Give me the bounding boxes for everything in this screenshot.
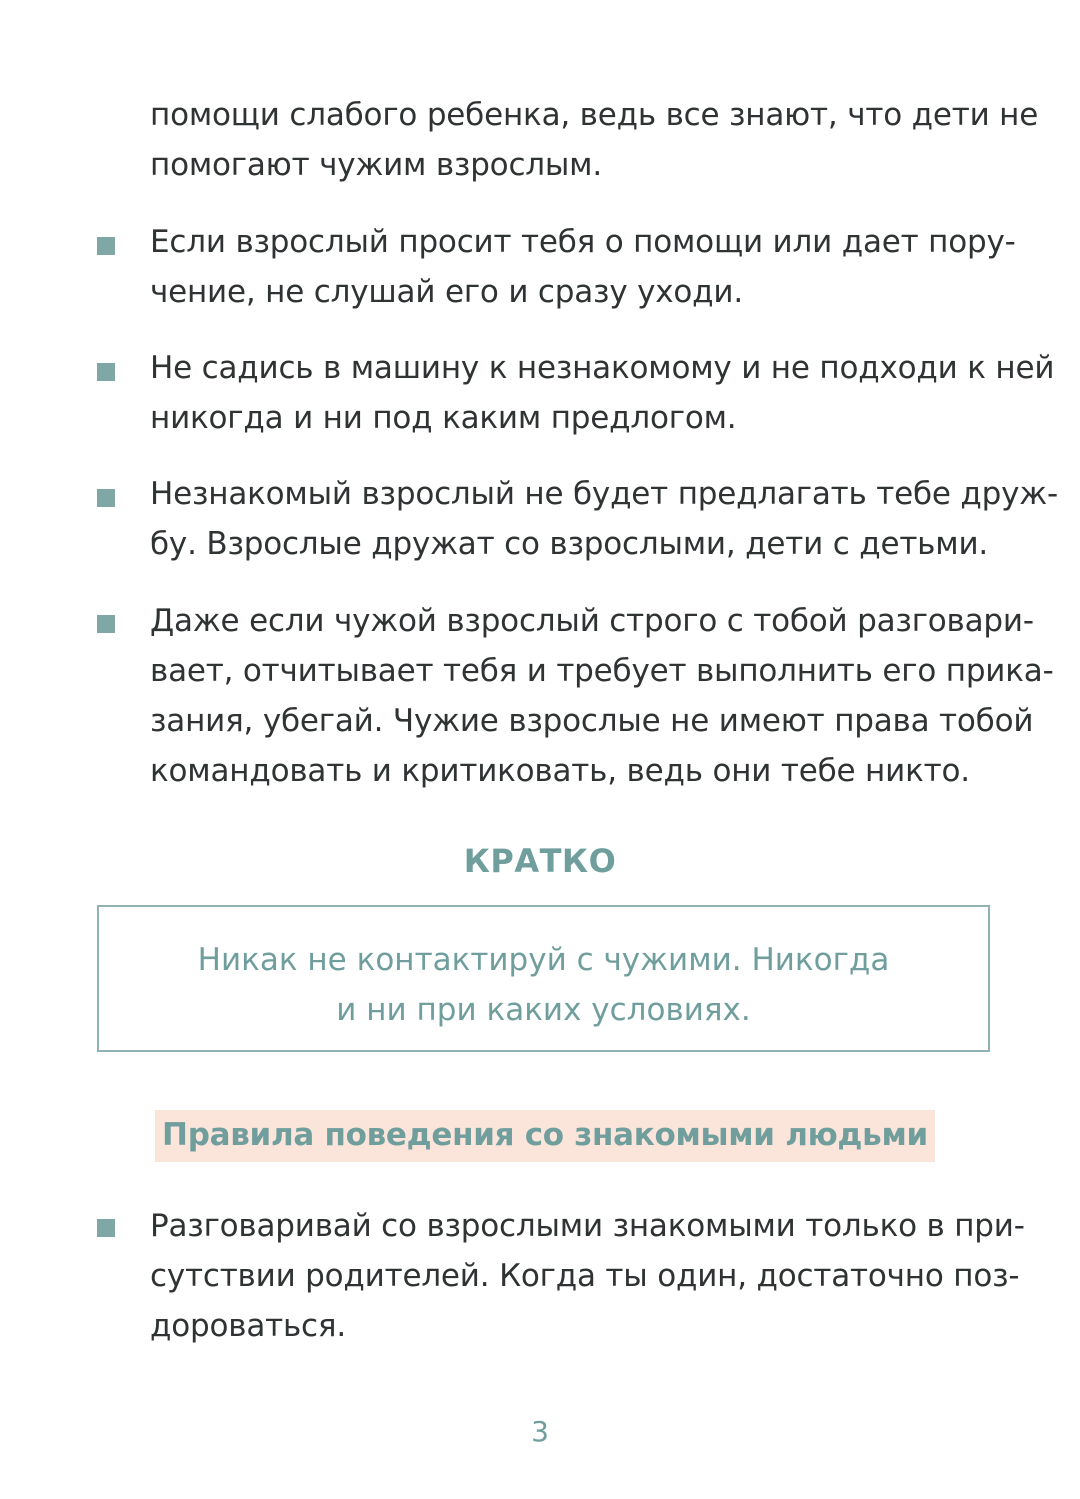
paragraph-line: зания, убегай. Чужие взрослые не имеют права тобой — [150, 703, 1034, 739]
bullet-item — [150, 1201, 1025, 1351]
paragraph-line: сутствии родителей. Когда ты один, достаточно поз- — [150, 1258, 1020, 1294]
bullet-item — [150, 217, 1016, 317]
section-heading: Правила поведения со знакомыми людьми — [162, 1117, 928, 1153]
paragraph-line: Незнакомый взрослый не будет предлагать тебе друж- — [150, 476, 1058, 512]
square-bullet-icon — [97, 237, 115, 255]
bullet-item — [150, 343, 1055, 443]
paragraph-line: помогают чужим взрослым. — [150, 147, 603, 183]
paragraph-line: чение, не слушай его и сразу уходи. — [150, 274, 744, 310]
square-bullet-icon — [97, 363, 115, 381]
summary-line: и ни при каких условиях. — [336, 992, 751, 1028]
paragraph-line: командовать и критиковать, ведь они тебе никто. — [150, 753, 970, 789]
continuation-paragraph — [150, 90, 1039, 190]
paragraph-line: Если взрослый просит тебя о помощи или дает пору- — [150, 224, 1016, 260]
summary-line: Никак не контактируй с чужими. Никогда — [197, 942, 890, 978]
paragraph-line: бу. Взрослые дружат со взрослыми, дети с детьми. — [150, 526, 989, 562]
square-bullet-icon — [97, 489, 115, 507]
paragraph-line: Разговаривай со взрослыми знакомыми только в при- — [150, 1208, 1025, 1244]
paragraph-line: Не садись в машину к незнакомому и не подходи к ней — [150, 350, 1055, 386]
summary-box — [97, 905, 990, 1052]
summary-text — [99, 935, 988, 1035]
bullet-item — [150, 596, 1054, 796]
paragraph-line: никогда и ни под каким предлогом. — [150, 400, 737, 436]
paragraph-line: помощи слабого ребенка, ведь все знают, что дети не — [150, 97, 1039, 133]
paragraph-line: Даже если чужой взрослый строго с тобой разговари- — [150, 603, 1034, 639]
section-heading-highlight — [155, 1110, 935, 1162]
square-bullet-icon — [97, 615, 115, 633]
page-number: 3 — [531, 1415, 549, 1448]
square-bullet-icon — [97, 1219, 115, 1237]
summary-label: КРАТКО — [463, 842, 617, 880]
bullet-item — [150, 469, 1058, 569]
paragraph-line: вает, отчитывает тебя и требует выполнить его прика- — [150, 653, 1054, 689]
paragraph-line: дороваться. — [150, 1308, 346, 1344]
